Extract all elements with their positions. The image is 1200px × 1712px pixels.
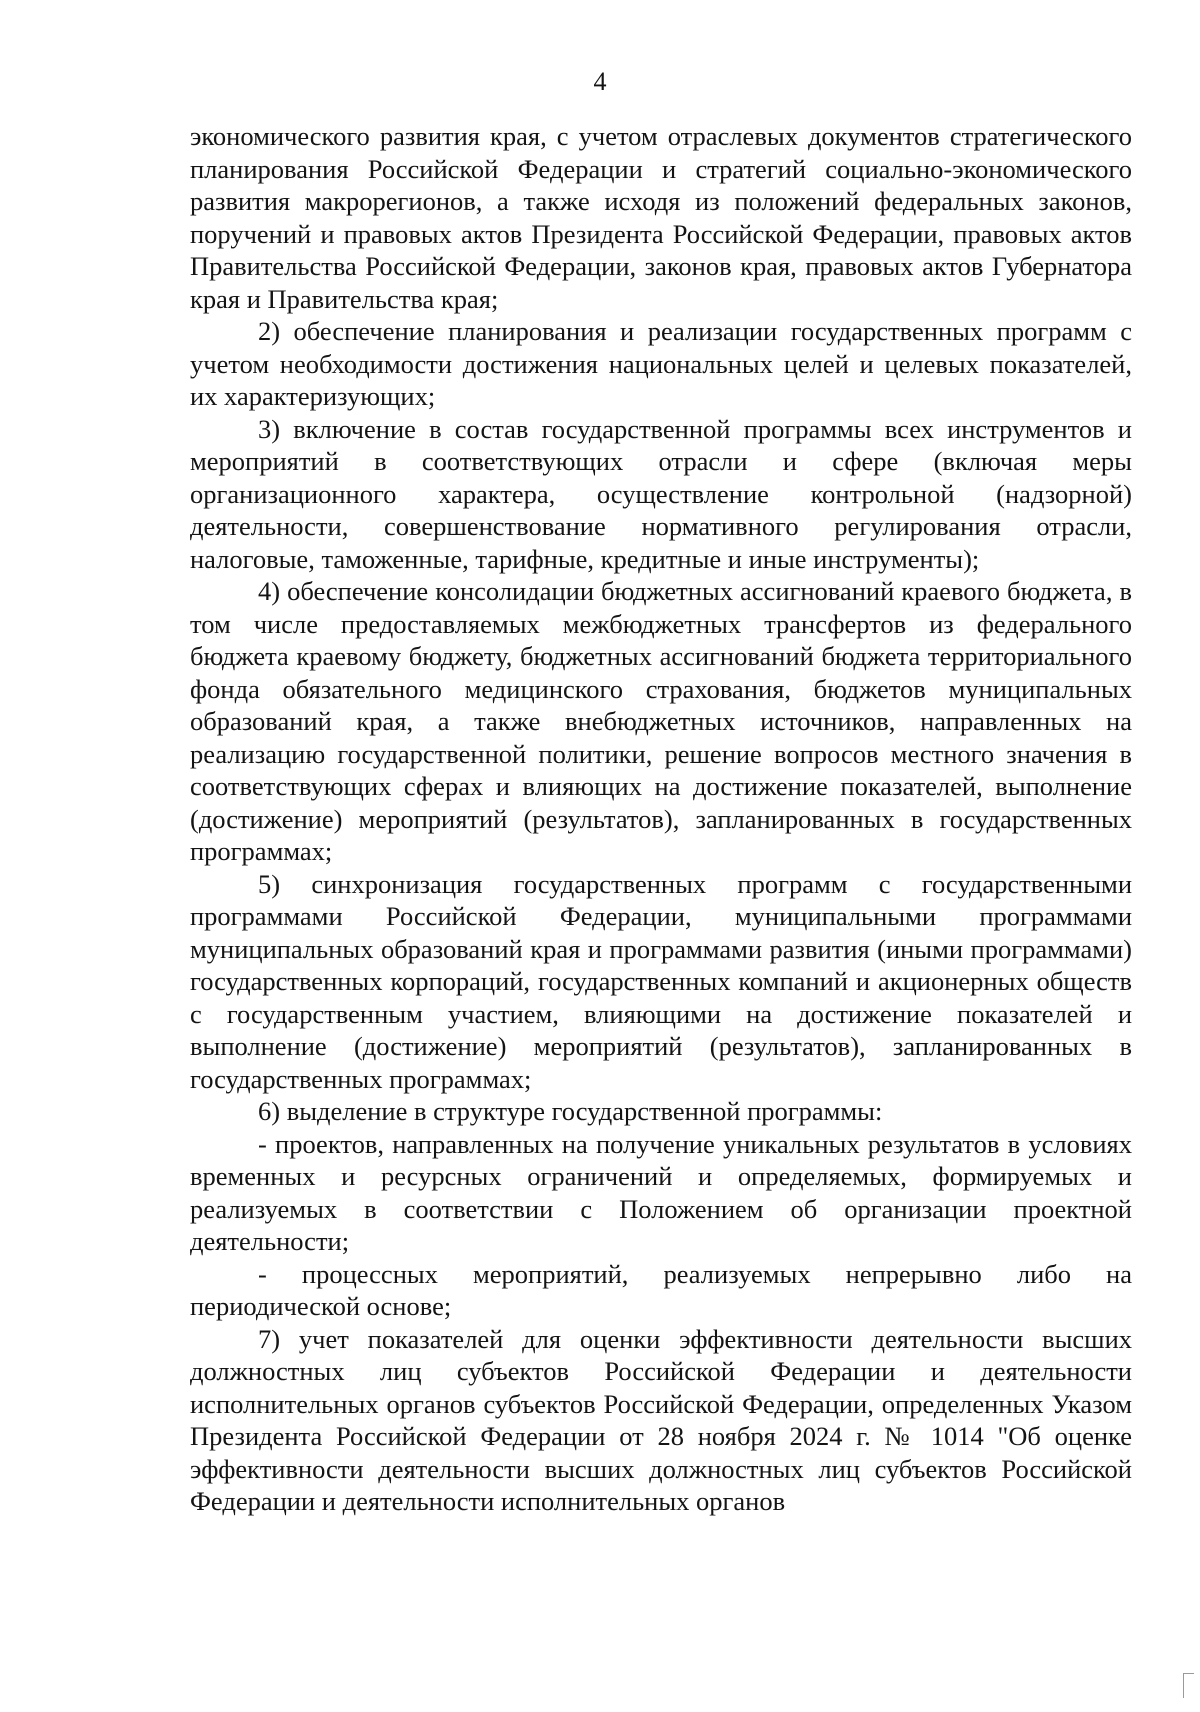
paragraph-item-2: 2) обеспечение планирования и реализации государственных программ с учетом необходимости достижения национальных целей и целевых показателей, их характеризующих; [190, 316, 1132, 411]
paragraph-item-6-projects: - проектов, направленных на получение уникальных результатов в условиях временных и ресурсных ограничений и определяемых, формируемых и реализуемых в соответствии с Положением об организации проектной деятельности; [190, 1128, 1132, 1256]
paragraph-item-4: 4) обеспечение консолидации бюджетных ассигнований краевого бюджета, в том числе предоставляемых межбюджетных трансфертов из федерального бюджета краевому бюджету, бюджетных ассигнований бюджета территориального фонда обязательного медицинского страхования, бюджетов муниципальных образований края, а также внебюджетных источников, направленных на реализацию государственной политики, решение вопросов местного значения в соответствующих сферах и влияющих на достижение показателей, выполнение (достижение) мероприятий (результатов), запланированных в государственных программах; [190, 576, 1132, 866]
paragraph-item-3: 3) включение в состав государственной программы всех инструментов и мероприятий в соответствующих отрасли и сфере (включая меры организационного характера, осуществление контрольной (надзорной) деятельности, совершенствование нормативного регулирования отрасли, налоговые, таможенные, тарифные, кредитные и иные инструменты); [190, 413, 1132, 574]
paragraph-item-7: 7) учет показателей для оценки эффективности деятельности высших должностных лиц субъектов Российской Федерации и деятельности исполнительных органов субъектов Российской Федерации, определенных Указом Президента Российской Федерации от 28 ноября 2024 г. № 1014 "Об оценке эффективности деятельности высших должностных лиц субъектов Российской Федерации и деятельности исполнительных органов [190, 1323, 1132, 1516]
scan-corner-mark [1183, 1673, 1194, 1698]
page-number: 4 [593, 67, 607, 96]
paragraph-item-6-process-measures: - процессных мероприятий, реализуемых непрерывно либо на периодической основе; [190, 1258, 1132, 1321]
paragraph-item-5: 5) синхронизация государственных программ с государственными программами Российской Федерации, муниципальными программами муниципальных образований края и программами развития (иными программами) государственных корпораций, государственных компаний и акционерных обществ с государственным участием, влияющими на достижение показателей и выполнение (достижение) мероприятий (результатов), запланированных в государственных программах; [190, 868, 1132, 1094]
document-body [190, 120, 1132, 1518]
paragraph-item-6: 6) выделение в структуре государственной программы: [258, 1096, 883, 1126]
paragraph-continuation: экономического развития края, с учетом отраслевых документов стратегического планирования Российской Федерации и стратегий социально-экономического развития макрорегионов, а также исходя из положений федеральных законов, поручений и правовых актов Президента Российской Федерации, правовых актов Правительства Российской Федерации, законов края, правовых актов Губернатора края и Правительства края; [190, 121, 1132, 314]
